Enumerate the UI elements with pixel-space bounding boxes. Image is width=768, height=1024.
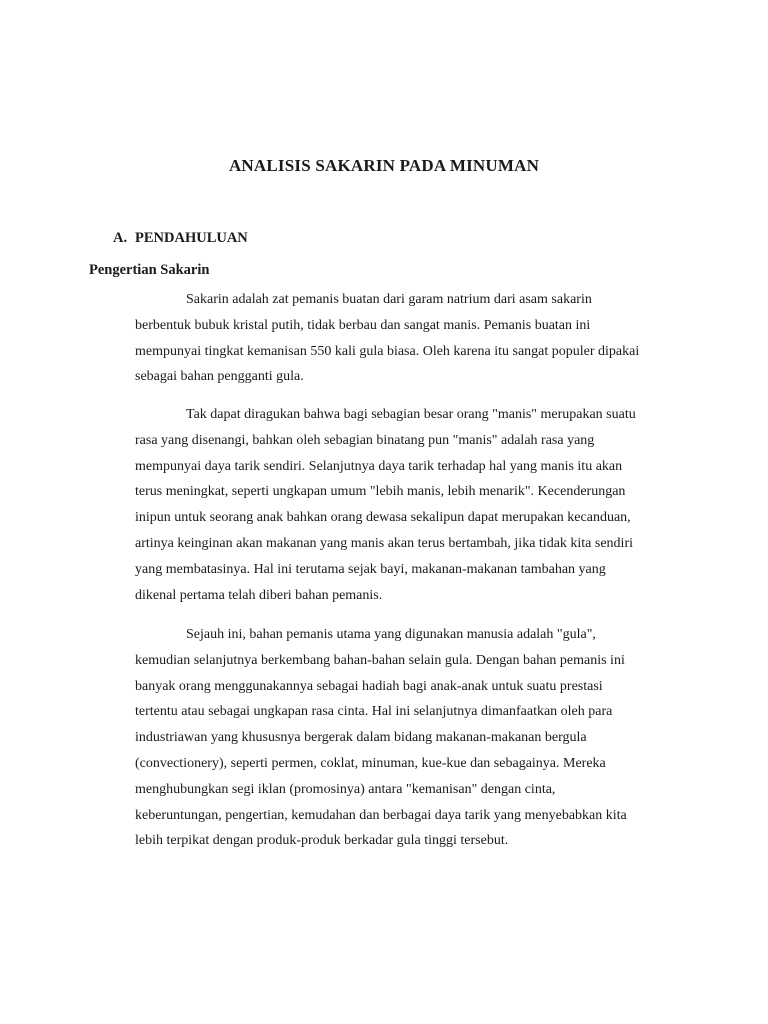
section-number: A. (113, 230, 128, 246)
paragraph-line: inipun untuk seorang anak bahkan orang dewasa sekalipun dapat merupakan kecanduan, (135, 510, 631, 526)
paragraph-line: mempunyai daya tarik sendiri. Selanjutnya daya tarik terhadap hal yang manis itu akan (135, 458, 623, 474)
subsection-heading: Pengertian Sakarin (89, 262, 210, 278)
paragraph-line: (convectionery), seperti permen, coklat, minuman, kue-kue dan sebagainya. Mereka (135, 755, 606, 771)
paragraph-line: rasa yang disenangi, bahkan oleh sebagian binatang pun "manis" adalah rasa yang (135, 432, 595, 448)
paragraph-line: Sakarin adalah zat pemanis buatan dari garam natrium dari asam sakarin (186, 292, 592, 307)
paragraph-line: berbentuk bubuk kristal putih, tidak berbau dan sangat manis. Pemanis buatan ini (135, 317, 591, 333)
paragraph-line: Tak dapat diragukan bahwa bagi sebagian besar orang "manis" merupakan suatu (186, 407, 636, 422)
paragraph-line: Sejauh ini, bahan pemanis utama yang digunakan manusia adalah "gula", (186, 627, 596, 642)
paragraph-1 (135, 287, 695, 390)
document-title: ANALISIS SAKARIN PADA MINUMAN (228, 156, 540, 175)
paragraph-line: kemudian selanjutnya berkembang bahan-bahan selain gula. Dengan bahan pemanis ini (135, 652, 625, 668)
section-title: PENDAHULUAN (135, 230, 248, 246)
section-heading (113, 230, 248, 247)
paragraph-line: terus meningkat, seperti ungkapan umum "lebih manis, lebih menarik". Kecenderungan (135, 484, 626, 500)
paragraph-line: tertentu atau sebagai ungkapan rasa cinta. Hal ini selanjutnya dimanfaatkan oleh para (135, 704, 613, 720)
paragraph-line: sebagai bahan pengganti gula. (135, 369, 304, 385)
paragraph-line: keberuntungan, pengertian, kemudahan dan berbagai daya tarik yang menyebabkan kita (135, 807, 627, 823)
paragraph-line: banyak orang menggunakannya sebagai hadiah bagi anak-anak untuk suatu prestasi (135, 678, 603, 694)
paragraph-line: artinya keinginan akan makanan yang manis akan terus bertambah, jika tidak kita sendiri (135, 535, 633, 551)
paragraph-3 (135, 622, 695, 854)
paragraph-line: yang membatasinya. Hal ini terutama sejak bayi, makanan-makanan tambahan yang (135, 561, 606, 577)
paragraph-2 (135, 402, 695, 608)
paragraph-line: lebih terpikat dengan produk-produk berkadar gula tinggi tersebut. (135, 833, 509, 849)
paragraph-line: industriawan yang khususnya bergerak dalam bidang makanan-makanan bergula (135, 730, 587, 746)
paragraph-line: menghubungkan segi iklan (promosinya) antara "kemanisan" dengan cinta, (135, 781, 556, 797)
paragraph-line: mempunyai tingkat kemanisan 550 kali gula biasa. Oleh karena itu sangat populer dipakai (135, 343, 640, 359)
paragraph-line: dikenal pertama telah diberi bahan pemanis. (135, 587, 383, 603)
